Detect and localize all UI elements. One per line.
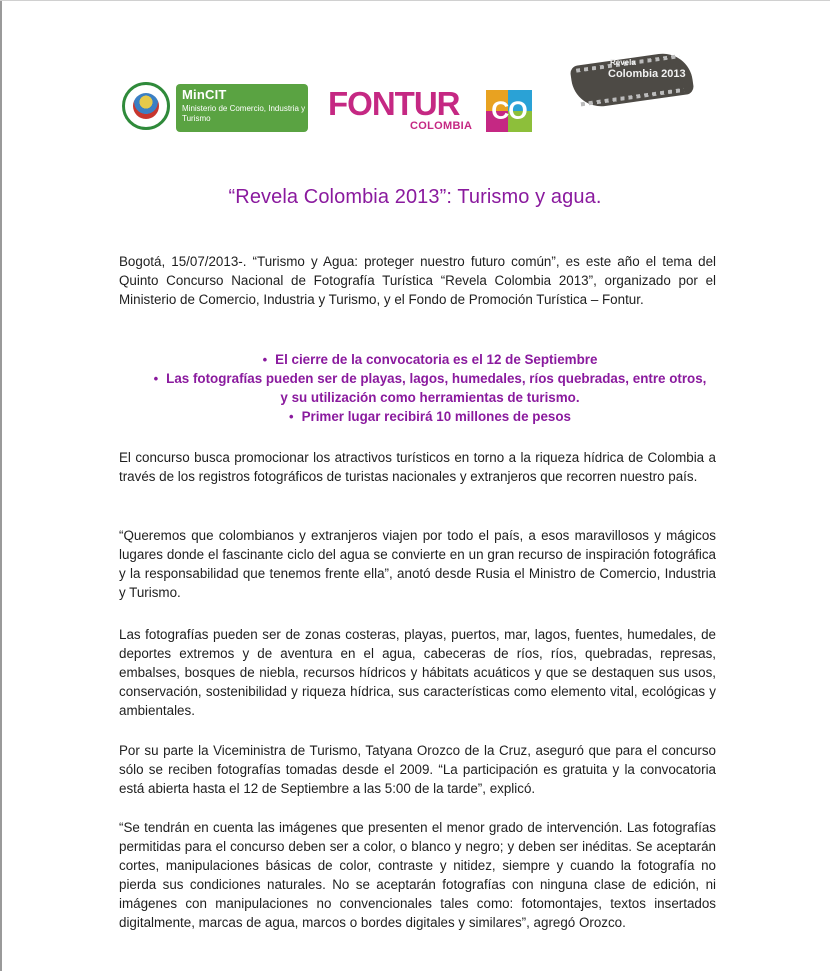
bullet-text: El cierre de la convocatoria es el 12 de Septiembre <box>275 352 598 367</box>
co-badge-text: CO <box>491 97 527 125</box>
colombia-seal-icon <box>122 82 170 130</box>
paragraph-minister-quote: “Queremos que colombianos y extranjeros viajen por todo el país, a esos maravillosos y mágicos lugares donde el fascinante ciclo del agua se convierte en un gran recurso de inspiración fotográfica y la responsabilidad que tenemos frente ella”, anotó desde Rusia el Ministro de Comercio, Industria y Turismo. <box>119 528 716 600</box>
page-edge-top <box>0 0 830 1</box>
fontur-wordmark: FONTUR <box>328 85 460 122</box>
mincit-logo <box>122 82 308 134</box>
fontur-logo <box>328 86 538 138</box>
bullet-text: Las fotografías pueden ser de playas, lagos, humedales, ríos quebradas, entre otros, y su utilización como herramientas de turismo. <box>166 371 707 405</box>
revela-logo-small: Revela <box>610 58 636 67</box>
paragraph-contest: El concurso busca promocionar los atractivos turísticos en torno a la riqueza hídrica de Colombia a través de los registros fotográficos de turistas nacionales y extranjeros que recorren nuestro país. <box>119 450 716 484</box>
paragraph-intro: Bogotá, 15/07/2013-. “Turismo y Agua: proteger nuestro futuro común”, es este año el tema del Quinto Concurso Nacional de Fotografía Turística “Revela Colombia 2013”, organizado por el Ministerio de Comercio, Industria y Turismo, y el Fondo de Promoción Turística – Fontur. <box>119 254 716 307</box>
revela-logo-main: Colombia 2013 <box>608 68 686 80</box>
paragraph-rules: “Se tendrán en cuenta las imágenes que presenten el menor grado de intervención. Las fotografías permitidas para el concurso deben ser a color, o blanco y negro; y deben ser inéditas. Se aceptarán cortes, manipulaciones básicas de color, contraste y nitidez, siempre y cuando la fotografía no pierda sus condiciones naturales. No se aceptarán fotografías con ninguna clase de edición, ni imágenes con manipulaciones no convencionales tales como: fotomontajes, textos insertados digitalmente, marcas de agua, marcos o bordes digitales y similares”, agregó Orozco. <box>119 820 716 930</box>
colombia-co-icon <box>486 90 532 132</box>
bullet-text: Primer lugar recibirá 10 millones de pesos <box>301 409 571 424</box>
list-item: • El cierre de la convocatoria es el 12 de Septiembre <box>262 352 598 367</box>
page-edge <box>0 0 2 971</box>
mincit-subtitle: Ministerio de Comercio, Industria y Turismo <box>182 104 306 123</box>
document-title: “Revela Colombia 2013”: Turismo y agua. <box>228 186 602 208</box>
mincit-title: MinCIT <box>182 87 227 102</box>
revela-colombia-logo <box>572 54 700 108</box>
list-item: • Primer lugar recibirá 10 millones de pesos <box>289 409 571 424</box>
mincit-badge <box>176 84 308 132</box>
fontur-colombia-label: COLOMBIA <box>410 120 473 132</box>
list-item: • Las fotografías pueden ser de playas, lagos, humedales, ríos quebradas, entre otros, y su utilización como herramientas de turismo. <box>153 371 707 405</box>
highlights-list <box>150 350 710 426</box>
paragraph-photo-types: Las fotografías pueden ser de zonas costeras, playas, puertos, mar, lagos, fuentes, humedales, de deportes extremos y de aventura en el agua, cabeceras de ríos, ríos, quebradas, represas, embalses, bosques de niebla, recursos hídricos y hábitats acuáticos y que se destaquen sus usos, conservación, sostenibilidad y riqueza hídrica, sus características como elemento vital, ecológicas y ambientales. <box>119 627 716 718</box>
paragraph-viceminister: Por su parte la Viceministra de Turismo, Tatyana Orozco de la Cruz, aseguró que para el concurso sólo se reciben fotografías tomadas desde el 2009. “La participación es gratuita y la convocatoria está abierta hasta el 12 de Septiembre a las 5:00 de la tarde”, explicó. <box>119 743 716 796</box>
